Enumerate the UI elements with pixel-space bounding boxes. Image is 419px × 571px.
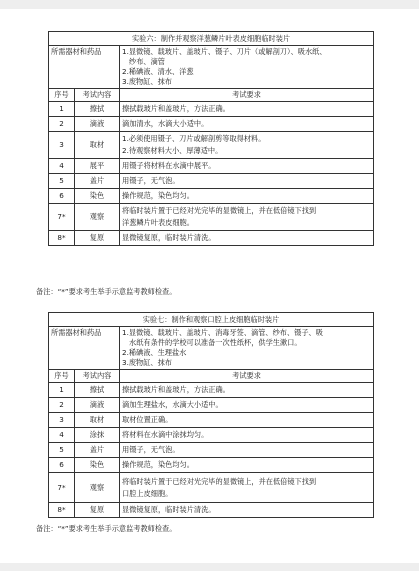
table-row [49, 428, 374, 443]
table-row [49, 189, 374, 204]
req-line: 将临时装片置于已经对光完毕的显微镜上，并在低倍镜下找到 [122, 206, 317, 215]
row-no: 8* [49, 503, 75, 518]
row-req: 操作规范，染色均匀。 [120, 458, 374, 473]
row-item: 盖片 [75, 174, 120, 189]
materials-line: 2.稀碘液、清水、洋葱 [122, 67, 194, 76]
experiment-6-table [48, 31, 374, 246]
experiment-7-remark: 备注：“*”要求考生举手示意监考教师检查。 [36, 524, 177, 533]
row-item: 展平 [75, 159, 120, 174]
row-req [120, 204, 374, 231]
row-item: 滴液 [75, 398, 120, 413]
materials-line: 3.废物缸、抹布 [122, 358, 172, 367]
row-req: 用镊子，无气泡。 [120, 443, 374, 458]
row-item: 涂抹 [75, 428, 120, 443]
row-req: 用镊子将材料在水滴中展平。 [120, 159, 374, 174]
materials-label: 所需器材和药品 [49, 327, 120, 370]
materials-list [120, 327, 374, 370]
req-line: 2.待观察材料大小、厚薄适中。 [122, 146, 223, 155]
table-header-row [49, 370, 374, 383]
table-row [49, 443, 374, 458]
experiment-7-title: 实验七：制作和观察口腔上皮细胞临时装片 [49, 313, 374, 327]
row-no: 5 [49, 174, 75, 189]
table-header-row [49, 89, 374, 102]
row-no: 5 [49, 443, 75, 458]
row-no: 6 [49, 189, 75, 204]
table-row [49, 473, 374, 503]
header-req: 考试要求 [120, 370, 374, 383]
row-no: 1 [49, 102, 75, 117]
row-no: 1 [49, 383, 75, 398]
row-req: 擦拭载玻片和盖玻片，方法正确。 [120, 102, 374, 117]
page-bottom-margin [0, 563, 419, 571]
experiment-6-remark: 备注：“*”要求考生举手示意监考教师检查。 [36, 287, 177, 296]
row-item: 染色 [75, 189, 120, 204]
row-req: 显微镜复原，临时装片清洗。 [120, 231, 374, 246]
table-row [49, 231, 374, 246]
req-line: 将临时装片置于已经对光完毕的显微镜上，并在低倍镜下找到 [122, 476, 317, 486]
row-item: 滴液 [75, 117, 120, 132]
header-no: 序号 [49, 370, 75, 383]
header-req: 考试要求 [120, 89, 374, 102]
materials-label: 所需器材和药品 [49, 46, 120, 89]
header-item: 考试内容 [75, 370, 120, 383]
table-row [49, 174, 374, 189]
row-req: 滴加清水，水滴大小适中。 [120, 117, 374, 132]
table-row [49, 458, 374, 473]
row-no: 2 [49, 398, 75, 413]
row-item: 取材 [75, 413, 120, 428]
row-req [120, 473, 374, 503]
row-no: 3 [49, 132, 75, 159]
table-row [49, 159, 374, 174]
row-item: 复原 [75, 231, 120, 246]
row-req: 显微镜复原，临时装片清洗。 [120, 503, 374, 518]
table-row [49, 117, 374, 132]
materials-line: 纱布、滴管 [129, 57, 165, 66]
table-row [49, 383, 374, 398]
row-item: 取材 [75, 132, 120, 159]
req-line: 口腔上皮细胞。 [122, 488, 173, 498]
row-no: 7* [49, 473, 75, 503]
row-item: 擦拭 [75, 102, 120, 117]
row-req: 擦拭载玻片和盖玻片，方法正确。 [120, 383, 374, 398]
header-item: 考试内容 [75, 89, 120, 102]
row-no: 4 [49, 159, 75, 174]
row-item: 擦拭 [75, 383, 120, 398]
row-req: 操作规范，染色均匀。 [120, 189, 374, 204]
materials-line: 3.废物缸、抹布 [122, 77, 172, 86]
row-item: 盖片 [75, 443, 120, 458]
experiment-7-table [48, 312, 374, 518]
table-row [49, 503, 374, 518]
req-line: 1.必须使用镊子、刀片或解剖剪等取得材料。 [122, 134, 266, 143]
row-req: 取材位置正确。 [120, 413, 374, 428]
row-no: 8* [49, 231, 75, 246]
table-row [49, 132, 374, 159]
req-line: 洋葱鳞片叶表皮细胞。 [122, 218, 194, 227]
row-no: 3 [49, 413, 75, 428]
row-item: 复原 [75, 503, 120, 518]
page-top-margin [0, 0, 419, 9]
materials-line: 水纸有条件的学校可以准备一次性纸杯，供学生漱口。 [129, 338, 302, 347]
table-row [49, 413, 374, 428]
experiment-6-title: 实验六：制作并观察洋葱鳞片叶表皮细胞临时装片 [49, 32, 374, 46]
materials-line: 1.显微镜、载玻片、盖玻片、镊子、刀片（或解剖刀）、吸水纸、 [122, 47, 327, 56]
materials-line: 1.显微镜、载玻片、盖玻片、消毒牙签、滴管、纱布、镊子、吸 [122, 328, 323, 337]
row-item: 观察 [75, 204, 120, 231]
header-no: 序号 [49, 89, 75, 102]
table-row [49, 102, 374, 117]
row-no: 2 [49, 117, 75, 132]
row-item: 观察 [75, 473, 120, 503]
table-row [49, 398, 374, 413]
materials-line: 2.稀碘液、生理盐水 [122, 348, 187, 357]
row-req [120, 132, 374, 159]
row-item: 染色 [75, 458, 120, 473]
row-req: 滴加生理盐水，水滴大小适中。 [120, 398, 374, 413]
materials-list [120, 46, 374, 89]
row-req: 用镊子，无气泡。 [120, 174, 374, 189]
row-no: 6 [49, 458, 75, 473]
table-row [49, 204, 374, 231]
row-no: 7* [49, 204, 75, 231]
row-req: 将材料在水滴中涂抹均匀。 [120, 428, 374, 443]
row-no: 4 [49, 428, 75, 443]
